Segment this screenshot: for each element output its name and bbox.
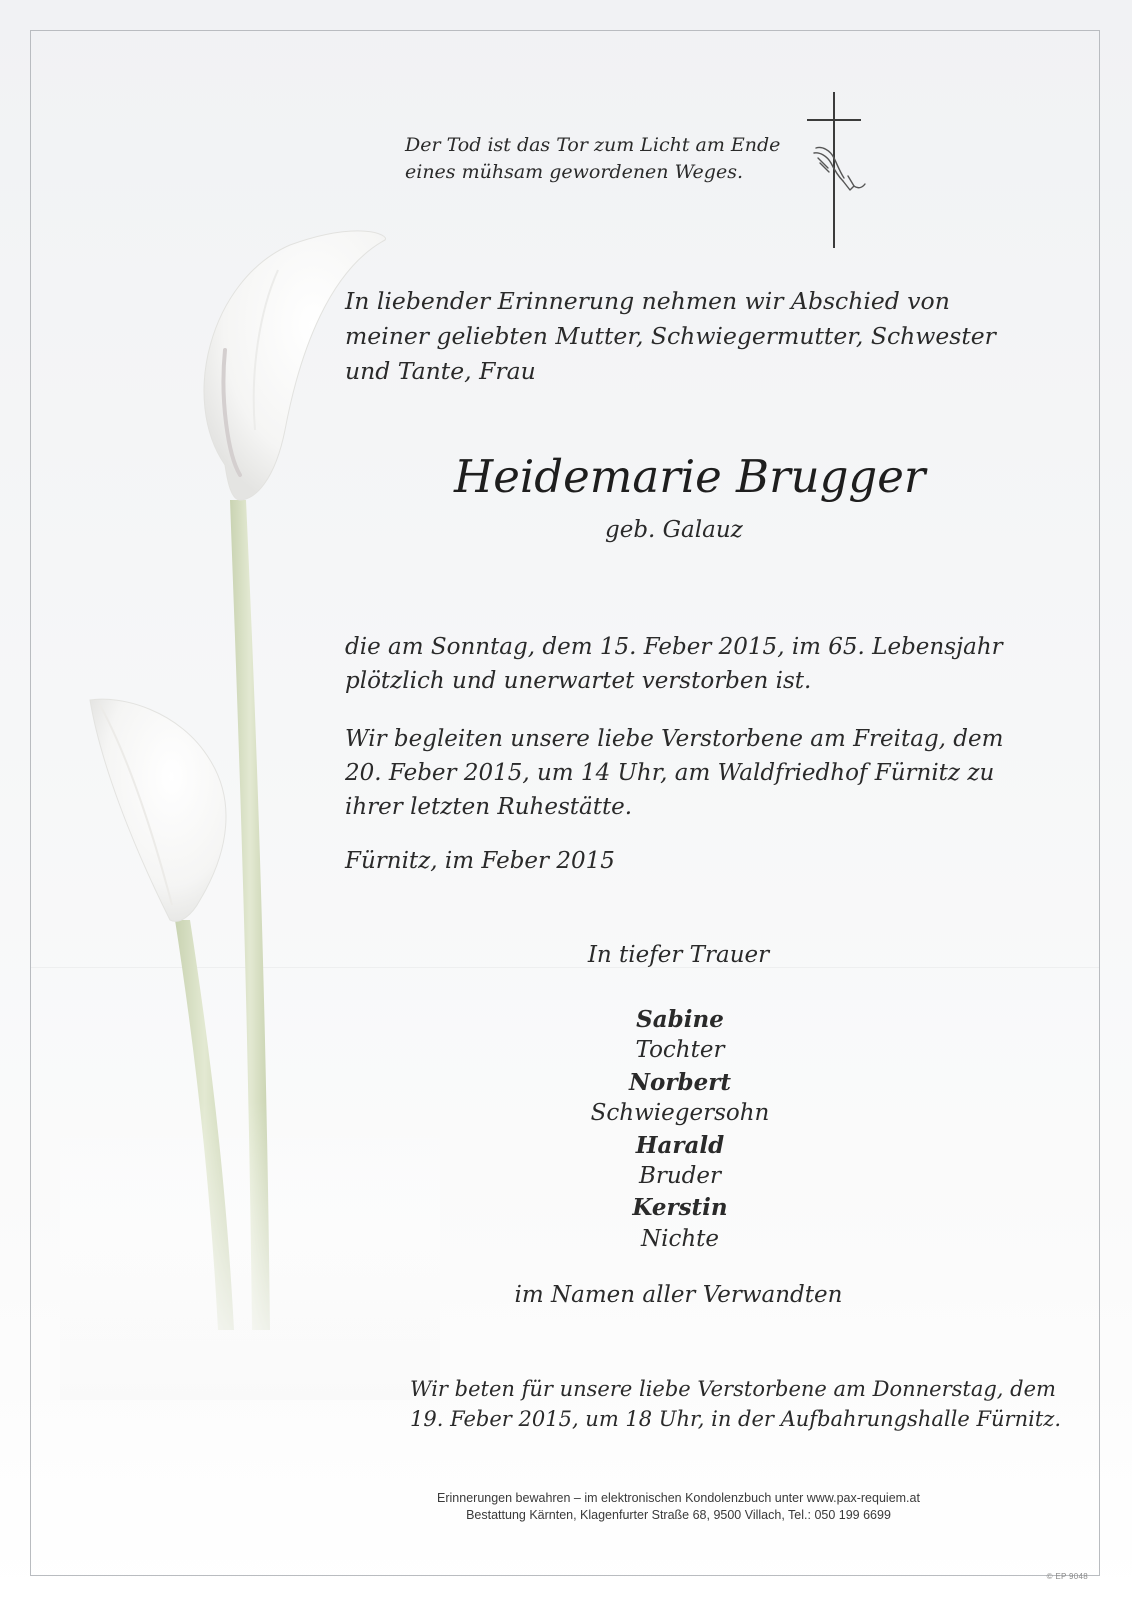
relatives-line: im Namen aller Verwandten (514, 1282, 843, 1308)
motto-quote (405, 132, 780, 186)
mourner-relation: Nichte (640, 1225, 720, 1252)
mourner-relation: Schwiegersohn (590, 1100, 770, 1127)
footer-condolence-line: Erinnerungen bewahren – im elektronischen Kondolenzbuch unter www.pax-requiem.at (437, 1491, 920, 1505)
mourner-relation: Bruder (638, 1163, 722, 1190)
prayer-notice (410, 1374, 1061, 1434)
mourners-list (580, 1004, 780, 1255)
mourner-name: Kerstin (632, 1194, 728, 1222)
deceased-name: Heidemarie Brugger (454, 450, 926, 503)
intro-line-2: meiner geliebten Mutter, Schwiegermutter, Schwester (345, 322, 996, 350)
death-line-1: die am Sonntag, dem 15. Feber 2015, im 65. Lebensjahr (345, 634, 1003, 660)
footer (0, 1490, 1132, 1524)
footer-address-line: Bestattung Kärnten, Klagenfurter Straße 68, 9500 Villach, Tel.: 050 199 6699 (466, 1508, 891, 1522)
motto-line-1: Der Tod ist das Tor zum Licht am Ende (405, 134, 781, 156)
maiden-name: geb. Galauz (605, 517, 743, 543)
death-line-2: plötzlich und unerwartet verstorben ist. (345, 668, 812, 694)
print-code: © EP 9048 (1046, 1572, 1088, 1581)
mourner-name: Norbert (629, 1068, 731, 1096)
death-notice (345, 630, 1003, 698)
funeral-line-1: Wir begleiten unsere liebe Verstorbene am Freitag, dem (345, 726, 1004, 752)
intro-line-3: und Tante, Frau (345, 357, 536, 385)
cross-with-praying-hands-icon (800, 92, 880, 260)
prayer-line-1: Wir beten für unsere liebe Verstorbene am Donnerstag, dem (410, 1377, 1056, 1401)
mourner-name: Harald (635, 1131, 725, 1159)
place-date: Fürnitz, im Feber 2015 (345, 848, 615, 874)
mourner-name: Sabine (636, 1006, 724, 1033)
mourning-heading: In tiefer Trauer (587, 942, 770, 968)
intro-text (345, 284, 996, 389)
funeral-line-3: ihrer letzten Ruhestätte. (345, 794, 633, 820)
motto-line-2: eines mühsam gewordenen Weges. (405, 161, 743, 183)
intro-line-1: In liebender Erinnerung nehmen wir Abschied von (345, 287, 950, 315)
funeral-notice (345, 722, 1003, 824)
funeral-line-2: 20. Feber 2015, um 14 Uhr, am Waldfriedhof Fürnitz zu (345, 760, 995, 786)
mourner-relation: Tochter (635, 1037, 725, 1064)
prayer-line-2: 19. Feber 2015, um 18 Uhr, in der Aufbahrungshalle Fürnitz. (410, 1407, 1062, 1431)
